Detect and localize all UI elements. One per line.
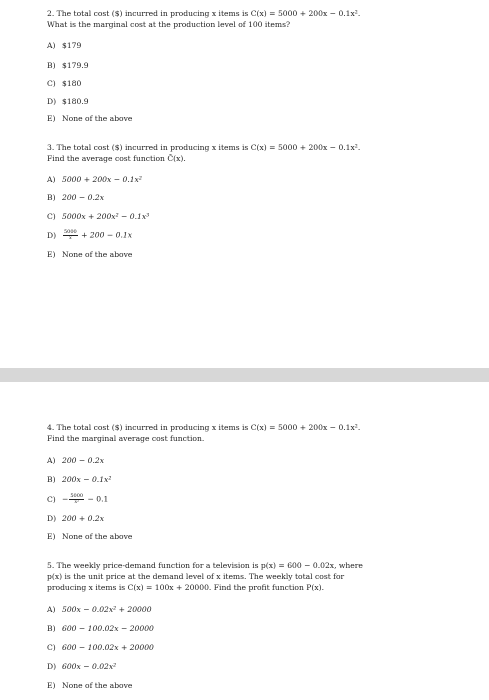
option-e[interactable]: E) None of the above [47,114,133,123]
fraction: $\frac{5000}{\text{x²}}$ [70,493,84,505]
option-e[interactable]: E) None of the above [47,532,133,541]
worksheet-page-bottom [0,382,489,700]
question-number: 5. [47,561,55,570]
option-a[interactable]: A) 5000 + 200x − 0.1x² [47,175,142,184]
question-text-line-1: The total cost ($) incurred in producing x items is C(x) = 5000 + 200x − 0.1x². [56,9,361,18]
option-e[interactable]: E) None of the above [47,681,133,690]
option-d[interactable]: D) 600x − 0.02x² [47,662,117,671]
option-b[interactable]: B) 200 − 0.2x [47,193,105,202]
question-3 [47,142,442,164]
question-number: 4. [47,423,55,432]
page-divider [0,368,489,382]
question-text-line-2: p(x) is the unit price at the demand level of x items. The weekly total cost for [47,572,345,581]
option-e[interactable]: E) None of the above [47,250,133,259]
option-b[interactable]: B) 200x − 0.1x² [47,475,112,484]
question-text-line-3: producing x items is C(x) = 100x + 20000. Find the profit function P(x). [47,583,324,592]
option-b[interactable]: B) $179.9 [47,61,89,70]
option-c[interactable]: C) − $\frac{5000}{\text{x²}}$ − 0.1 [47,493,109,505]
question-text-line-1: The weekly price-demand function for a television is p(x) = 600 − 0.02x, where [56,561,363,570]
option-d[interactable]: D) $180.9 [47,97,89,106]
option-c[interactable]: C) 5000x + 200x² − 0.1x³ [47,212,150,221]
option-d[interactable]: D) $\frac{5000}{x}$ + 200 − 0.1x [47,229,132,241]
question-5 [47,560,442,593]
question-number: 3. [47,143,55,152]
option-c[interactable]: C) $180 [47,79,82,88]
option-a[interactable]: A) $179 [47,41,82,50]
option-a[interactable]: A) 500x − 0.02x² + 20000 [47,605,152,614]
fraction: $\frac{5000}{x}$ [64,229,77,241]
option-b[interactable]: B) 600 − 100.02x − 20000 [47,624,154,633]
question-2 [47,8,442,30]
question-text-line-2: Find the average cost function C̄(x). [47,154,186,163]
question-text-line-2: What is the marginal cost at the production level of 100 items? [47,20,291,29]
option-a[interactable]: A) 200 − 0.2x [47,456,105,465]
question-4 [47,422,442,444]
option-d[interactable]: D) 200 + 0.2x [47,514,105,523]
question-text-line-1: The total cost ($) incurred in producing x items is C(x) = 5000 + 200x − 0.1x². [56,143,361,152]
question-text-line-2: Find the marginal average cost function. [47,434,205,443]
question-text-line-1: The total cost ($) incurred in producing x items is C(x) = 5000 + 200x − 0.1x². [56,423,361,432]
question-number: 2. [47,9,55,18]
option-c[interactable]: C) 600 − 100.02x + 20000 [47,643,154,652]
